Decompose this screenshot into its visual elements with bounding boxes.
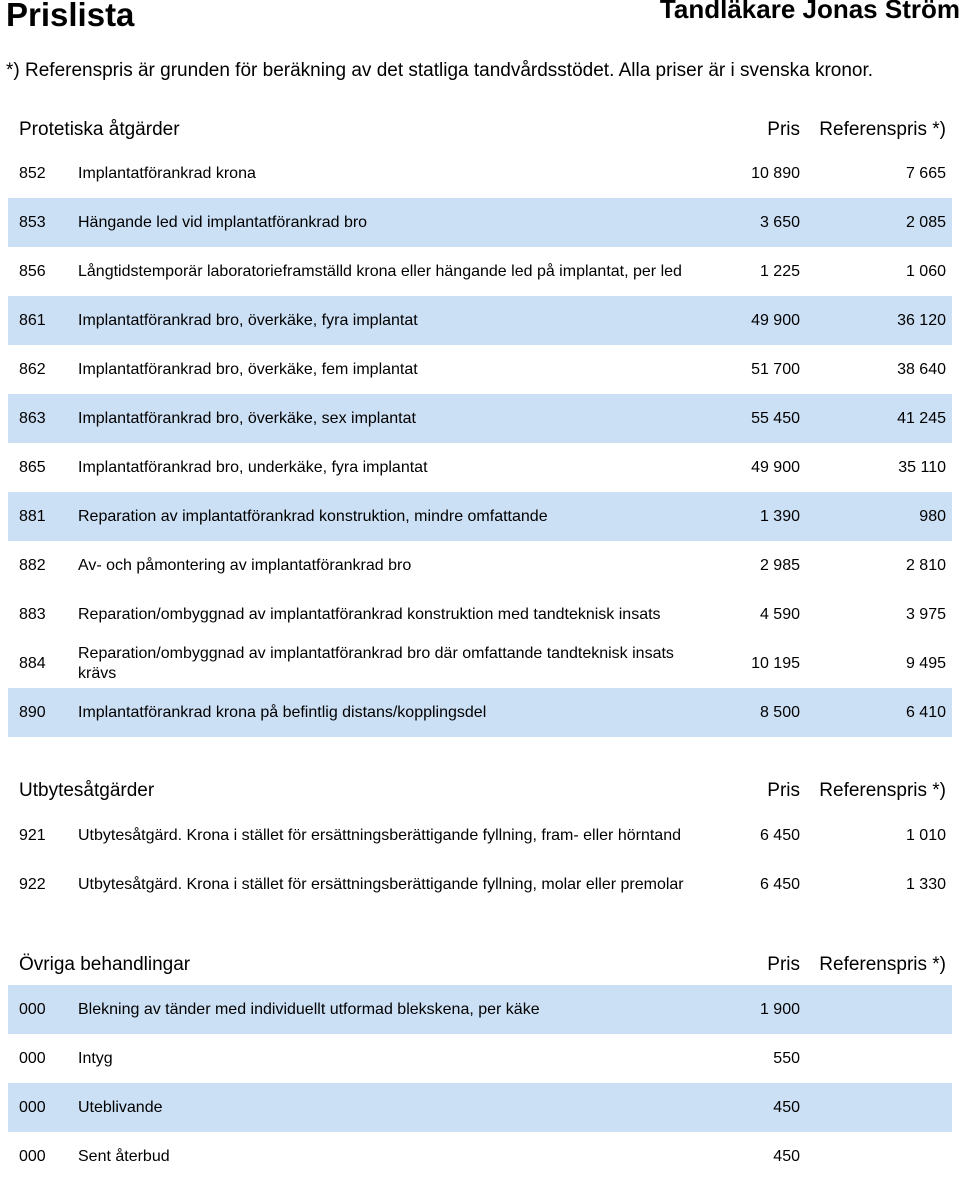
table-row — [8, 860, 952, 909]
reference-price-value: 3 975 — [905, 606, 946, 623]
table-row — [8, 1083, 952, 1132]
reference-price-value: 1 330 — [905, 876, 946, 893]
price-table-utbytes — [8, 811, 952, 909]
treatment-code: 000 — [19, 1001, 46, 1018]
treatment-description: Blekning av tänder med individuellt utformad blekskena, per käke — [78, 1001, 540, 1018]
column-header-price: Pris — [767, 780, 800, 801]
section-title: Övriga behandlingar — [19, 954, 191, 975]
treatment-description: Reparation av implantatförankrad konstruktion, mindre omfattande — [78, 508, 548, 525]
price-value: 6 450 — [759, 876, 800, 893]
reference-price-value: 6 410 — [905, 704, 946, 721]
treatment-description: Långtidstemporär laboratorieframställd krona eller hängande led på implantat, per led — [78, 263, 682, 280]
treatment-description: Sent återbud — [78, 1148, 170, 1165]
table-row — [8, 198, 952, 247]
table-row — [8, 247, 952, 296]
table-row — [8, 639, 952, 688]
treatment-code: 862 — [19, 361, 46, 378]
reference-price-value: 980 — [919, 508, 946, 525]
treatment-code: 863 — [19, 410, 46, 427]
column-header-reference: Referenspris *) — [819, 954, 946, 975]
table-row — [8, 1132, 952, 1181]
treatment-code: 882 — [19, 557, 46, 574]
table-row — [8, 345, 952, 394]
price-value: 6 450 — [759, 827, 800, 844]
section-header-protetiska — [8, 119, 952, 149]
table-row — [8, 296, 952, 345]
table-row — [8, 1034, 952, 1083]
treatment-description: Implantatförankrad krona — [78, 165, 256, 182]
treatment-code: 922 — [19, 876, 46, 893]
table-row — [8, 541, 952, 590]
treatment-code: 861 — [19, 312, 46, 329]
treatment-description: Implantatförankrad bro, överkäke, sex implantat — [78, 410, 416, 427]
section-title: Protetiska åtgärder — [19, 119, 180, 140]
reference-price-value: 7 665 — [905, 165, 946, 182]
treatment-code: 852 — [19, 165, 46, 182]
price-value: 2 985 — [759, 557, 800, 574]
treatment-description: Implantatförankrad bro, överkäke, fyra implantat — [78, 312, 418, 329]
table-row — [8, 443, 952, 492]
section-title: Utbytesåtgärder — [19, 780, 155, 801]
reference-price-value: 35 110 — [898, 459, 946, 476]
table-row — [8, 688, 952, 737]
price-table-protetiska — [8, 149, 952, 737]
treatment-description: Uteblivande — [78, 1099, 163, 1116]
clinic-name: Tandläkare Jonas Ström — [659, 0, 960, 24]
table-row — [8, 811, 952, 860]
price-value: 3 650 — [759, 214, 800, 231]
treatment-code: 890 — [19, 704, 46, 721]
treatment-code: 000 — [19, 1148, 46, 1165]
treatment-description: Av- och påmontering av implantatförankrad bro — [78, 557, 412, 574]
reference-note: *) Referenspris är grunden för beräkning av det statliga tandvårdsstödet. Alla priser är i svenska kronor. — [6, 60, 874, 81]
treatment-code: 000 — [19, 1050, 46, 1067]
price-value: 1 225 — [759, 263, 800, 280]
price-value: 8 500 — [759, 704, 800, 721]
treatment-code: 856 — [19, 263, 46, 280]
treatment-description: Reparation/ombyggnad av implantatförankrad bro där omfattande tandteknisk insats krävs — [78, 645, 674, 682]
reference-price-value: 9 495 — [905, 655, 946, 672]
treatment-code: 921 — [19, 827, 46, 844]
treatment-code: 881 — [19, 508, 46, 525]
reference-price-value: 36 120 — [897, 312, 946, 329]
price-value: 49 900 — [751, 312, 800, 329]
treatment-description: Hängande led vid implantatförankrad bro — [78, 214, 368, 231]
section-header-utbytes — [8, 780, 952, 810]
price-value: 4 590 — [759, 606, 800, 623]
price-value: 10 890 — [751, 165, 800, 182]
price-value: 49 900 — [751, 459, 800, 476]
treatment-description: Intyg — [78, 1050, 113, 1067]
price-value: 1 900 — [759, 1001, 800, 1018]
table-row — [8, 590, 952, 639]
table-row — [8, 394, 952, 443]
page-title: Prislista — [6, 0, 135, 33]
reference-price-value: 2 810 — [905, 557, 946, 574]
treatment-description: Utbytesåtgärd. Krona i stället för ersättningsberättigande fyllning, fram- eller hörntand — [78, 827, 681, 844]
treatment-code: 865 — [19, 459, 46, 476]
treatment-description: Utbytesåtgärd. Krona i stället för ersättningsberättigande fyllning, molar eller premolar — [78, 876, 684, 893]
price-value: 450 — [773, 1099, 800, 1116]
treatment-description: Reparation/ombyggnad av implantatförankrad konstruktion med tandteknisk insats — [78, 606, 661, 623]
price-value: 550 — [773, 1050, 800, 1067]
table-row — [8, 985, 952, 1034]
treatment-code: 884 — [19, 655, 46, 672]
reference-price-value: 38 640 — [897, 361, 946, 378]
column-header-reference: Referenspris *) — [819, 780, 946, 801]
treatment-code: 883 — [19, 606, 46, 623]
price-value: 55 450 — [751, 410, 800, 427]
treatment-code: 853 — [19, 214, 46, 231]
section-header-ovriga — [8, 954, 952, 984]
price-value: 1 390 — [759, 508, 800, 525]
reference-price-value: 1 010 — [905, 827, 946, 844]
reference-price-value: 2 085 — [905, 214, 946, 231]
table-row — [8, 149, 952, 198]
treatment-code: 000 — [19, 1099, 46, 1116]
column-header-price: Pris — [767, 954, 800, 975]
reference-price-value: 41 245 — [897, 410, 946, 427]
column-header-price: Pris — [767, 119, 800, 140]
table-row — [8, 492, 952, 541]
price-value: 10 195 — [751, 655, 800, 672]
treatment-description: Implantatförankrad bro, överkäke, fem implantat — [78, 361, 418, 378]
treatment-description: Implantatförankrad bro, underkäke, fyra implantat — [78, 459, 428, 476]
reference-price-value: 1 060 — [905, 263, 946, 280]
price-value: 51 700 — [751, 361, 800, 378]
price-table-ovriga — [8, 985, 952, 1181]
treatment-description: Implantatförankrad krona på befintlig distans/kopplingsdel — [78, 704, 487, 721]
column-header-reference: Referenspris *) — [819, 119, 946, 140]
price-value: 450 — [773, 1148, 800, 1165]
